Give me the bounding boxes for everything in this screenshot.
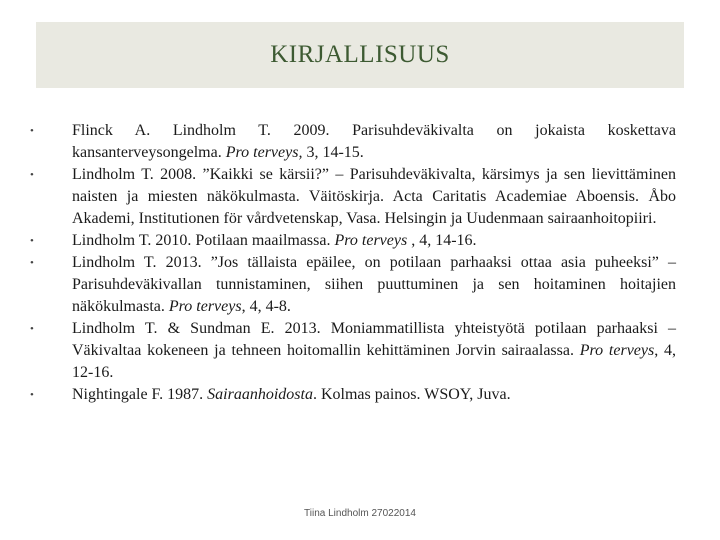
reference-text-segment: , 4, 12-16. — [72, 342, 677, 381]
reference-text-segment: Nightingale F. 1987. — [72, 386, 208, 403]
reference-text — [72, 120, 676, 164]
reference-text — [72, 230, 676, 252]
reference-list — [28, 120, 676, 406]
footer-author-date: Tiina Lindholm 27022014 — [304, 508, 416, 519]
reference-text-segment: Lindholm T. 2010. Potilaan maailmassa. — [72, 232, 335, 249]
reference-item — [28, 384, 676, 406]
reference-text-segment: , 4, 14-16. — [407, 232, 477, 249]
reference-title-italic: Sairaanhoidosta — [207, 386, 313, 403]
reference-text — [72, 384, 676, 406]
reference-text-segment: 3, 14-15. — [302, 144, 364, 161]
reference-text-segment: Lindholm T. 2008. ”Kaikki se kärsii?” – Parisuhdeväkivalta, kärsimys ja sen lievittäminen naisten ja miesten näkökulmasta. Väitöskirja. Acta Caritatis Academiae Aboensis. Åbo Akademi, Institutionen för vårdvetenskap, Vasa. Helsingin ja Uudenmaan sairaanhoitopiiri. — [72, 166, 676, 227]
reference-title-italic: Pro terveys — [579, 342, 655, 359]
reference-title-italic: Pro terveys, — [225, 144, 303, 161]
reference-text-segment: , 4, 4-8. — [241, 298, 291, 315]
reference-item — [28, 164, 676, 230]
title-band — [36, 22, 684, 88]
reference-text — [72, 164, 676, 230]
bullet-icon: • — [30, 257, 34, 269]
reference-text-segment: . Kolmas painos. WSOY, Juva. — [312, 386, 511, 403]
reference-text-segment: Lindholm T. & Sundman E. 2013. Moniammatillista yhteistyötä potilaan parhaaksi – Väkivaltaa kokeneen ja tehneen hoitomallin kehittäminen Jorvin sairaalassa. — [72, 320, 676, 359]
reference-text-segment: Lindholm T. 2013. ”Jos tällaista epäilee, on potilaan parhaaksi ottaa asia puheeksi” – Parisuhdeväkivallan tunnistaminen, siihen puuttuminen ja sen hoitaminen hoitajien näkökulmasta. — [72, 254, 676, 315]
page-title: KIRJALLISUUS — [270, 41, 450, 68]
bullet-icon: • — [30, 389, 34, 401]
reference-item — [28, 120, 676, 164]
reference-item — [28, 318, 676, 384]
reference-title-italic: Pro terveys — [334, 232, 408, 249]
reference-item — [28, 252, 676, 318]
reference-title-italic: Pro terveys — [168, 298, 242, 315]
bullet-icon: • — [30, 125, 34, 137]
bullet-icon: • — [30, 169, 34, 181]
bullet-icon: • — [30, 323, 34, 335]
bullet-icon: • — [30, 235, 34, 247]
reference-text-segment: Flinck A. Lindholm T. 2009. Parisuhdeväkivalta on jokaista koskettava kansanterveysongelma. — [72, 122, 676, 161]
reference-text — [72, 318, 676, 384]
reference-item — [28, 230, 676, 252]
reference-text — [72, 252, 676, 318]
